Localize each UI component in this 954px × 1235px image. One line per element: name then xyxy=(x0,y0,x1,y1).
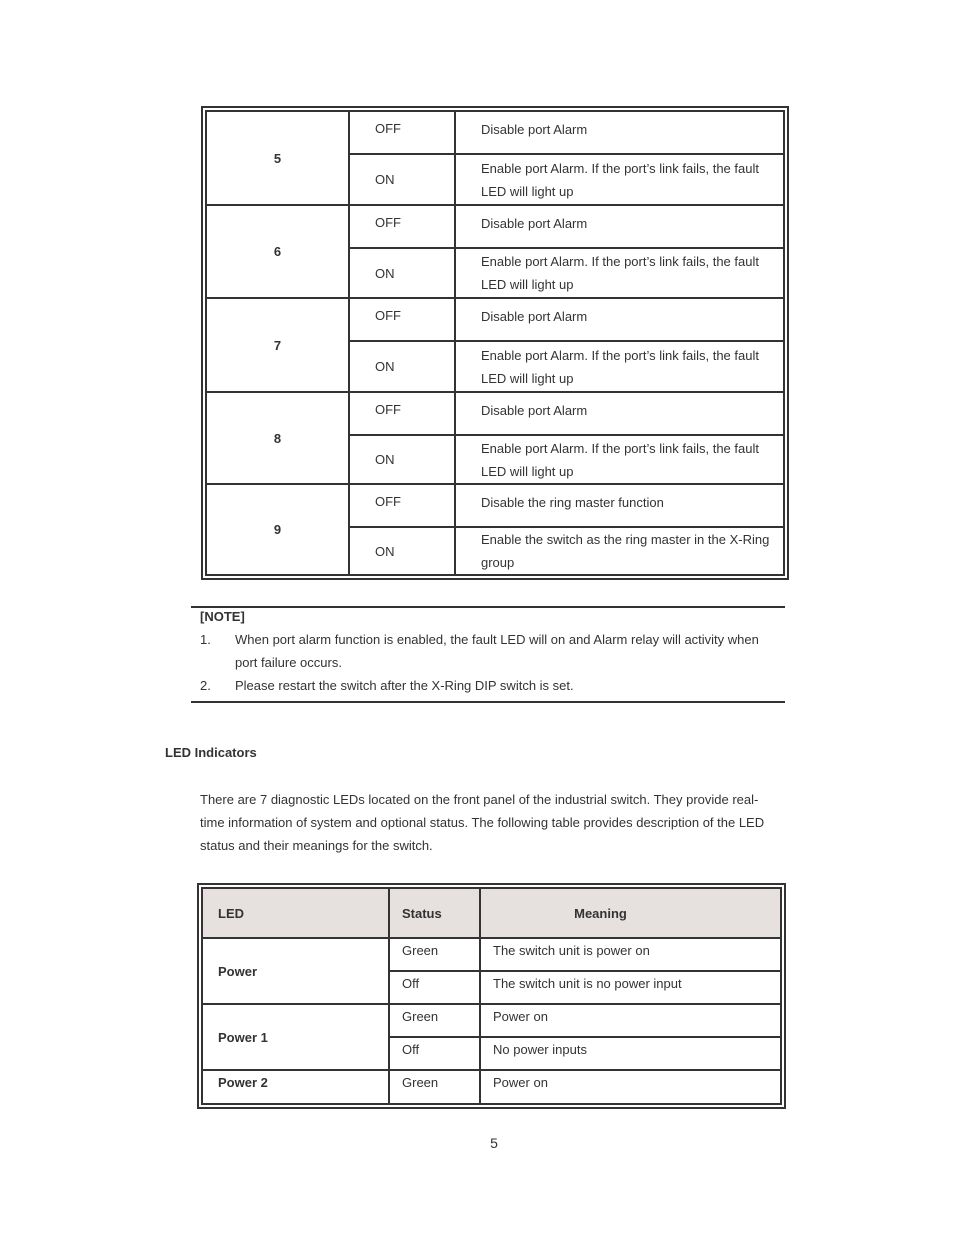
switch-state: OFF xyxy=(349,205,455,248)
switch-state: ON xyxy=(349,435,455,484)
switch-description: Disable port Alarm xyxy=(455,111,784,154)
led-meaning: The switch unit is power on xyxy=(480,938,781,971)
switch-description: Disable port Alarm xyxy=(455,298,784,341)
header-led: LED xyxy=(202,888,389,938)
note-item-number: 2. xyxy=(200,678,211,693)
switch-description: Disable port Alarm xyxy=(455,392,784,435)
table-row xyxy=(202,1004,781,1037)
led-status: Off xyxy=(389,971,480,1004)
switch-state: OFF xyxy=(349,484,455,527)
table-row xyxy=(202,1070,781,1104)
led-meaning: Power on xyxy=(480,1070,781,1104)
table-row xyxy=(206,205,784,248)
switch-description: Enable port Alarm. If the port’s link fails, the fault LED will light up xyxy=(455,154,784,205)
note-item-text: When port alarm function is enabled, the fault LED will on and Alarm relay will activity when port failure occurs. xyxy=(235,632,759,670)
switch-description: Enable the switch as the ring master in the X-Ring group xyxy=(455,527,784,575)
switch-state: OFF xyxy=(349,392,455,435)
switch-number: 8 xyxy=(206,392,349,484)
switch-state: ON xyxy=(349,154,455,205)
section-intro-paragraph: There are 7 diagnostic LEDs located on the front panel of the industrial switch. They provide real-time information of system and optional status. The following table provides description of the LED status and their meanings for the switch. xyxy=(200,792,765,853)
switch-description: Disable the ring master function xyxy=(455,484,784,527)
switch-state: ON xyxy=(349,527,455,575)
page-number: 5 xyxy=(490,1135,498,1151)
switch-number: 6 xyxy=(206,205,349,298)
led-indicator-table xyxy=(201,887,782,1105)
switch-description: Enable port Alarm. If the port’s link fails, the fault LED will light up xyxy=(455,248,784,298)
table-row xyxy=(206,298,784,341)
led-status: Off xyxy=(389,1037,480,1070)
switch-state: ON xyxy=(349,341,455,392)
switch-description: Disable port Alarm xyxy=(455,205,784,248)
table-row xyxy=(202,938,781,971)
table-row xyxy=(206,111,784,154)
led-status: Green xyxy=(389,938,480,971)
led-name: Power xyxy=(202,938,389,1004)
dip-switch-table xyxy=(205,110,785,576)
table-row xyxy=(206,484,784,527)
switch-description: Enable port Alarm. If the port’s link fails, the fault LED will light up xyxy=(455,341,784,392)
switch-number: 5 xyxy=(206,111,349,205)
led-meaning: The switch unit is no power input xyxy=(480,971,781,1004)
switch-state: ON xyxy=(349,248,455,298)
led-status: Green xyxy=(389,1004,480,1037)
led-name: Power 2 xyxy=(202,1070,389,1104)
led-meaning: Power on xyxy=(480,1004,781,1037)
led-name: Power 1 xyxy=(202,1004,389,1070)
note-item-text: Please restart the switch after the X-Ring DIP switch is set. xyxy=(235,678,574,693)
section-heading: LED Indicators xyxy=(165,745,257,760)
switch-description: Enable port Alarm. If the port’s link fails, the fault LED will light up xyxy=(455,435,784,484)
switch-state: OFF xyxy=(349,298,455,341)
led-status: Green xyxy=(389,1070,480,1104)
table-header-row xyxy=(202,888,781,938)
header-meaning: Meaning xyxy=(480,888,781,938)
note-top-rule xyxy=(191,606,785,608)
switch-number: 9 xyxy=(206,484,349,575)
switch-state: OFF xyxy=(349,111,455,154)
note-bottom-rule xyxy=(191,701,785,703)
note-title: [NOTE] xyxy=(200,609,245,624)
switch-number: 7 xyxy=(206,298,349,392)
table-row xyxy=(206,392,784,435)
note-item-number: 1. xyxy=(200,632,211,647)
led-meaning: No power inputs xyxy=(480,1037,781,1070)
header-status: Status xyxy=(389,888,480,938)
